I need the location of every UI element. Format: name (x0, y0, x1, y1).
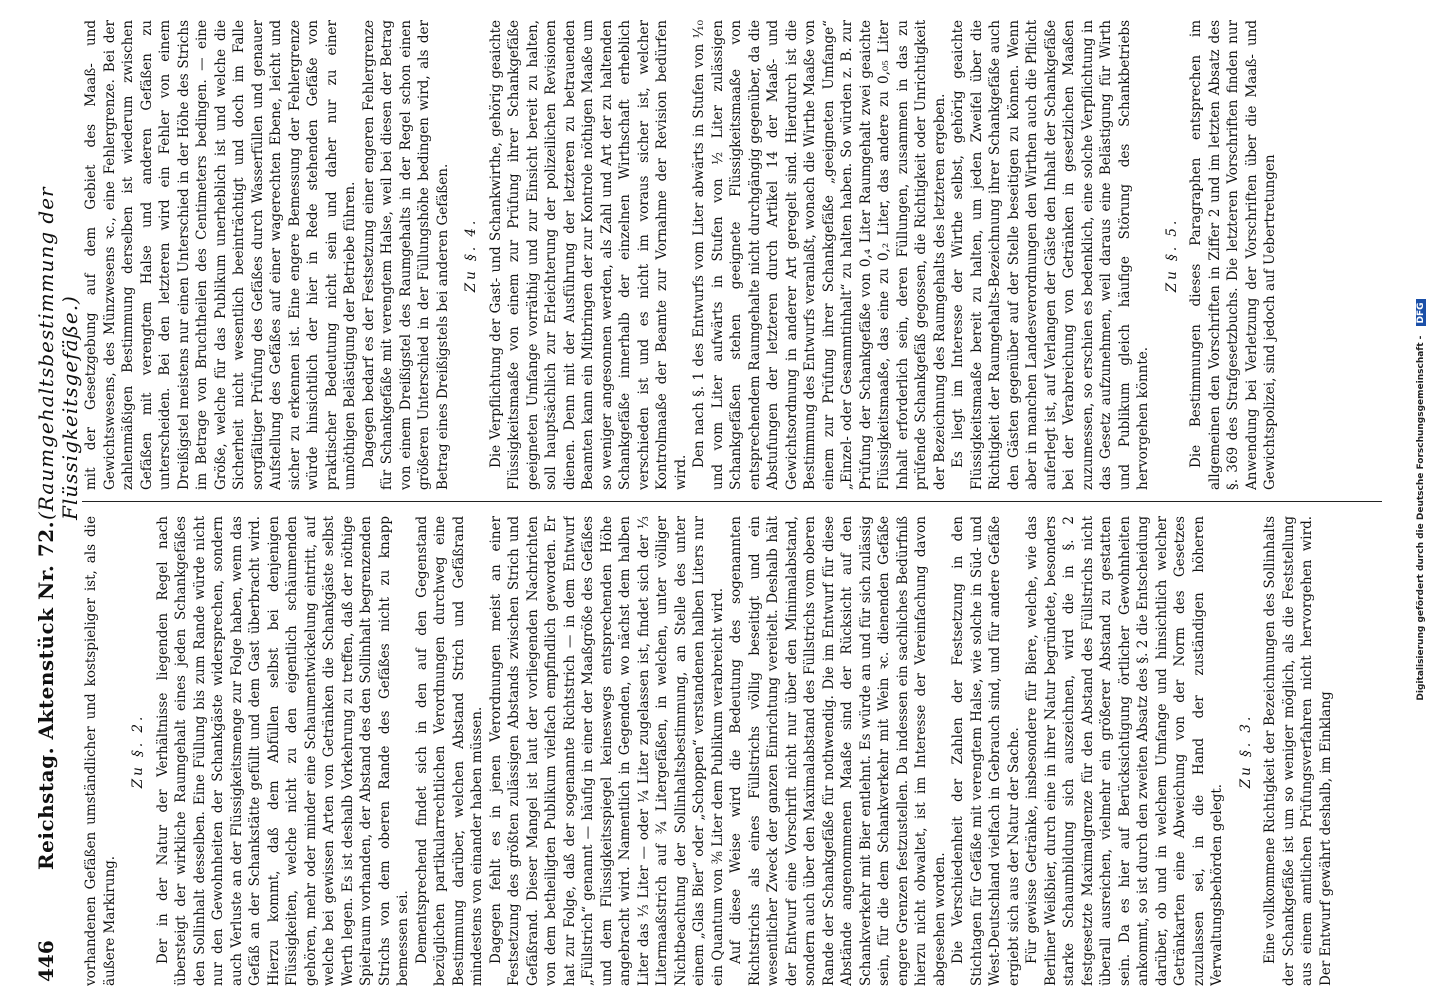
section-heading: Zu §. 3. (1237, 713, 1254, 789)
paragraph: Für gewisse Getränke, insbesondere für Biere, welche, wie das Berliner Weißbier, durch eine in ihrer Natur begründete, besonders starke Schaumbildung sich auszeichnen, wird die in §. 2 festgesetzte Maximalgrenze für den Abstand des Füllstrichs nicht überall ausreichen, vielmehr ein größerer Abstand zu gestatten sein. Da es hier auf Berücksichtigung örtlicher Gewohnheiten ankommt, so ist durch den zweiten Absatz des §. 2 die Entscheidung darüber, ob und in welchem Umfange und hinsichtlich welcher Getränkarten eine Abweichung von der Norm des Gesetzes zuzulassen sei, in die Hand der zuständigen höheren Verwaltungsbehörden gelegt. (1024, 516, 1225, 986)
rotated-page (26, 10, 1406, 990)
section-heading: Zu §. 4. (463, 217, 479, 293)
paragraph: Dagegen fehlt es in jenen Verordnungen meist an einer Festsetzung des größten zulässigen Abstands zwischen Strich und Gefäßrand. Dieser Mangel ist laut der vorliegenden Nachrichten von dem betheiligten Publikum vielfach empfindlich geworden. Er hat zur Folge, daß der sogenannte Richtstrich — in dem Entwurf „Füllstrich“ genannt — häufig in einer der Maaßgröße des Gefäßes und dem Flüssigkeitsspiegel keineswegs entsprechenden Höhe angebracht wird. Namentlich in Gegenden, wo nächst dem halben Liter das ⅓ Liter — oder ¼ Liter zugelassen ist, findet sich der ⅓ Litermaaßstrich auf ¾ Litergefäßen, in welchen, unter völliger Nichtbeachtung der Sollinhaltsbestimmung, an Stelle des unter einem „Glas Bier“ oder „Schoppen“ verstandenen halben Liters nur ein Quantum von ⅜ Liter dem Publikum verabreicht wird. (487, 516, 726, 986)
paragraph: Dementsprechend findet sich in den auf den Gegenstand bezüglichen partikularrechtlichen Verordnungen durchweg eine Bestimmung darüber, welchen Abstand Strich und Gefäßrand mindestens von einander haben müssen. (413, 516, 485, 986)
paragraph: Die Verpflichtung der Gast- und Schankwirthe, gehörig geaichte Flüssigkeitsmaaße von einem zur Prüfung ihrer Schankgefäße geeigneten Umfange vorräthig und zur Einsicht bereit zu halten, soll hauptsächlich zur Erleichterung der polizeilichen Revisionen dienen. Denn mit der Ausführung der letzteren zu betrauenden Beamten kann ein Mitbringen der zur Kontrole nöthigen Maaße um so weniger angesonnen werden, als Zahl und Art der zu haltenden Schankgefäße innerhalb der einzelnen Wirthschaft erheblich verschieden ist und es nicht im voraus sicher ist, welcher Kontrolmaaße der Beamte zur Vornahme der Revision bedürfen wird. (487, 20, 689, 490)
credit-text: Digitalisierung gefördert durch die Deutsche Forschungsgemeinschaft - (1416, 335, 1426, 701)
page-number: 446 (34, 940, 58, 982)
paragraph: Es liegt im Interesse der Wirthe selbst, gehörig geaichte Flüssigkeitsmaaße bereit zu halten, um jeden Zweifel über die Richtigkeit der Raumgehalts-Bezeichnung ihrer Schankgefäße auch den Gästen gegenüber auf der Stelle beseitigen zu können. Wenn aber in manchen Landesverordnungen den Wirthen auch die Pflicht auferlegt ist, auf Verlangen der Gäste den Inhalt der Schankgefäße bei der Verabreichung von Getränken in gesetzlichen Maaßen zuzumessen, so erschien es bedenklich, eine solche Verpflichtung in das Gesetz aufzunehmen, weil daraus eine Belästigung für Wirth und Publikum gleich häufige Störung des Schankbetriebs hervorgehen könnte. (950, 20, 1151, 490)
header-title: (Raumgehaltsbestimmung der Flüssigkeitsgefäße.) (34, 186, 82, 520)
paragraph: Eine vollkommene Richtigkeit der Bezeichnungen des Sollinhalts der Schankgefäße ist um so weniger möglich, als die Feststellung aus einem amtlichen Prüfungsverfahren nicht hervorgehen wird. Der Entwurf gewährt deshalb, im Einklang (1262, 516, 1334, 986)
section-heading: Zu §. 5. (1163, 217, 1180, 293)
paragraph: vorhandenen Gefäßen umständlicher und kostspieliger ist, als die äußere Markirung. (83, 516, 118, 986)
paragraph: Der in der Natur der Verhältnisse liegenden Regel nach übersteigt der wirkliche Raumgehalt eines jeden Schankgefäßes den Sollinhalt desselben. Eine Füllung bis zum Rande würde nicht nur den Gewohnheiten der Schankgäste widersprechen, sondern auch Verluste an der Flüssigkeitsmenge zur Folge haben, wenn das Gefäß an der Schankstätte gefüllt und dem Gast überbracht wird. Hierzu kommt, daß dem Abfüllen selbst bei denjenigen Flüssigkeiten, welche nicht zu den eigentlich schäumenden gehören, mehr oder minder eine Schaumentwickelung eintritt, auf welche bei gewissen Arten von Getränken die Schankgäste selbst Werth legen. Es ist deshalb Vorkehrung zu treffen, daß der nöthige Spielraum vorhanden, der Abstand des den Sollinhalt begrenzenden Strichs von dem oberen Rande des Gefäßes nicht zu knapp bemessen sei. (154, 516, 411, 986)
paragraph: mit der Gesetzgebung auf dem Gebiet des Maaß- und Gewichtswesens, des Münzwesens ꝛc., eine Fehlergrenze. Bei der zahlenmäßigen Bestimmung derselben ist wiederum zwischen Gefäßen mit verengtem Halse und anderen Gefäßen zu unterscheiden. Bei den letzteren wird ein Fehler von einem Dreißigstel meistens nur einen Unterschied in der Höhe des Strichs im Betrage von Bruchtheilen des Centimeters bedingen. — eine Größe, welche für das Publikum unerheblich ist und welche die Sicherheit nicht wesentlich beeinträchtigt und doch im Falle sorgfältiger Prüfung des Gefäßes durch Wasserfüllen und genauer Aufstellung des Gefäßes auf einer wagerechten Ebene, leicht und sicher zu erkennen ist. Eine engere Bemessung der Fehlergrenze würde hinsichtlich der hier in Rede stehenden Gefäße von praktischer Bedeutung nicht sein und daher nur zu einer unnöthigen Belästigung der Betriebe führen. (83, 20, 358, 490)
right-column (82, 20, 1382, 490)
paragraph: Die Bestimmungen dieses Paragraphen entsprechen im allgemeinen den Vorschriften in Ziffer 2 und im letzten Absatz des §. 369 des Strafgesetzbuchs. Die letzteren Vorschriften finden nur Anwendung bei Verletzung der Vorschriften über die Maaß- und Gewichtspolizei, sind jedoch auf Uebertretungen (1188, 20, 1278, 490)
digitization-credit (1416, 20, 1430, 980)
section-heading: Zu §. 2. (130, 713, 146, 789)
paragraph: Auf diese Weise wird die Bedeutung des sogenannten Richtstrichs als eines Füllstrichs völlig beseitigt und ein wesentlicher Zweck der ganzen Einrichtung vereitelt. Deshalb hält der Entwurf eine Vorschrift nicht nur über den Minimalabstand, sondern auch über den Maximalabstand des Füllstrichs vom oberen Rande der Schankgefäße für nothwendig. Die im Entwurf für diese Abstände angenommenen Maaße sind der Rücksicht auf den Schankverkehr mit Bier entlehnt. Es würde an und für sich zulässig sein, für die dem Schankverkehr mit Wein ꝛc. dienenden Gefäße engere Grenzen festzustellen. Da indessen ein sachliches Bedürfniß hierzu nicht obwaltet, ist im Interesse der Vereinfachung davon abgesehen worden. (728, 516, 948, 986)
left-column (82, 516, 1382, 986)
paragraph: Die Verschiedenheit der Zahlen der Festsetzung in den Stichtagen für Gefäße mit verengtem Halse, wie solche in Süd- und West-Deutschland vielfach in Gebrauch sind, und für andere Gefäße ergiebt sich aus der Natur der Sache. (950, 516, 1022, 986)
dfg-logo: DFG (1416, 299, 1426, 326)
paragraph: Dagegen bedarf es der Festsetzung einer engeren Fehlergrenze für Schankgefäße mit verengtem Halse, weil bei diesen der Betrag von einem Dreißigstel des Raumgehalts in der Regel schon einen größeren Unterschied in der Füllungshöhe bedingen wird, als der Betrag eines Dreißigstels bei anderen Gefäßen. (360, 20, 451, 490)
column-divider (82, 501, 1382, 502)
page-header (26, 10, 82, 990)
header-document-ref: Reichstag. Aktenstück Nr. 72. (34, 520, 58, 870)
paragraph: Den nach §. 1 des Entwurfs vom Liter abwärts in Stufen von ¹⁄₁₀ und vom Liter aufwärts in Stufen von ½ Liter zulässigen Schankgefäßen stehen geeignete Flüssigkeitsmaaße von entsprechendem Raumgehalte nicht durchgängig gegenüber, da die Abstufungen der letzteren durch Artikel 14 der Maaß- und Gewichtsordnung in anderer Art geregelt sind. Hierdurch ist die Bestimmung des Entwurfs veranlaßt, wonach die Wirthe Maaße von einem zur Prüfung ihrer Schankgefäße „geeigneten Umfange“ „Einzel- oder Gesammtinhalt“ zu halten haben. So würden z. B. zur Prüfung der Schankgefäße von 0,₄ Liter Raumgehalt zwei geaichte Flüssigkeitsmaaße, das eine zu 0,₂ Liter, das andere zu 0,₀₅ Liter Inhalt erforderlich sein, deren Füllungen, zusammen in das zu prüfende Schankgefäß gegossen, die Richtigkeit oder Unrichtigkeit der Bezeichnung des Raumgehalts des letzteren ergeben. (691, 20, 948, 490)
